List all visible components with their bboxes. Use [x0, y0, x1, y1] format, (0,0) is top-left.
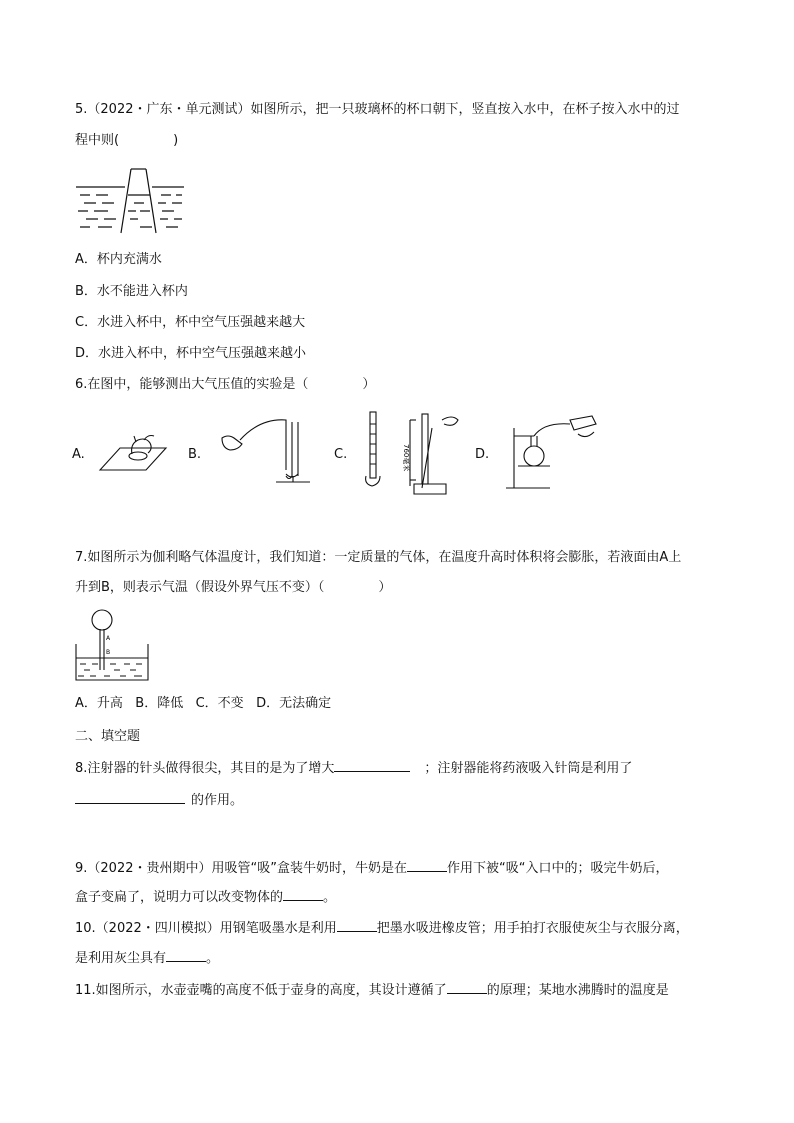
svg-text:760毫米	[402, 444, 411, 471]
q6-option-a-label: A.	[72, 447, 85, 462]
q11-text-b: 的原理；某地水沸腾时的温度是	[486, 983, 669, 998]
q5-option-a	[75, 250, 162, 270]
q9-line2	[75, 887, 336, 908]
q6-option-b-label: B.	[188, 447, 202, 462]
q9-blank-2[interactable]	[283, 887, 323, 901]
q6-fig-a-suction-cup	[98, 428, 170, 474]
q8-blank-1[interactable]	[334, 758, 410, 772]
q10-text-b: 把墨水吸进橡皮管；用手拍打衣服使灰尘与衣服分离，	[376, 921, 689, 936]
q8-line1	[75, 758, 632, 779]
q10-line2	[75, 948, 219, 969]
q7-stem-text: 7.如图所示为伽利略气体温度计，我们知道：一定质量的气体，在温度升高时体积将会膨胀，若液面由A上	[75, 550, 682, 565]
section-title-fill-in	[75, 727, 140, 747]
q9-text-b: 作用下被“吸“入口中的；吸完牛奶后，	[446, 861, 669, 876]
q9-text-c: 盒子变扁了，说明力可以改变物体的	[75, 890, 284, 905]
q7-label-b: B	[106, 649, 111, 656]
q7-stem-line1	[75, 548, 681, 568]
q11-blank-1[interactable]	[447, 980, 487, 994]
q6-stem	[75, 375, 375, 395]
q6-option-c-label: C.	[334, 447, 348, 462]
q8-text-c: 的作用。	[191, 793, 244, 808]
q5-stem-text: 5.（2022・广东・单元测试）如图所示，把一只玻璃杯的杯口朝下，竖直按入水中，在杯子按入水中的过	[75, 102, 680, 117]
q5-paren-close: )	[173, 133, 179, 148]
q5-glass-figure	[76, 165, 186, 237]
q6-paren-close: ）	[362, 377, 376, 392]
q10-blank-2[interactable]	[166, 948, 206, 962]
q6-fig-c-height-label: 760毫米	[402, 444, 410, 472]
q5-stem-line1	[75, 100, 680, 120]
q9-line1	[75, 858, 668, 879]
section-title-text: 二、填空题	[75, 729, 141, 744]
q7-stem-line2	[75, 578, 391, 598]
q7-thermometer-figure	[74, 608, 154, 684]
q7-options-text: A．升高 B．降低 C．不变 D．无法确定	[75, 696, 332, 711]
q5-option-c-text: C．水进入杯中，杯中空气压强越来越大	[75, 315, 306, 330]
q6-stem-text: 6.在图中，能够测出大气压值的实验是（	[75, 377, 309, 392]
q7-label-a: A	[106, 635, 111, 642]
q8-text-a: 8.注射器的针头做得很尖，其目的是为了增大	[75, 761, 335, 776]
q7-stem-text2: 升到B，则表示气温（假设外界气压不变）（	[75, 580, 325, 595]
q9-text-a: 9.（2022・贵州期中）用吸管“吸”盒装牛奶时，牛奶是在	[75, 861, 407, 876]
q10-line1	[75, 918, 689, 939]
q5-option-b	[75, 282, 188, 302]
q6-option-d-label: D.	[475, 447, 490, 462]
svg-text:A	[106, 635, 111, 642]
q6-fig-d-flask	[504, 414, 604, 496]
q7-options	[75, 694, 331, 714]
q5-option-a-text: A．杯内充满水	[75, 252, 162, 267]
q8-text-b: ；注射器能将药液吸入针筒是利用了	[424, 761, 633, 776]
q10-text-d: 。	[206, 951, 220, 966]
q5-option-c	[75, 313, 305, 333]
q10-text-a: 10.（2022・四川模拟）用钢笔吸墨水是利用	[75, 921, 337, 936]
q8-blank-2[interactable]	[75, 790, 185, 804]
q6-fig-b-u-tube	[218, 418, 314, 490]
q11-text-a: 11.如图所示，水壶壶嘴的高度不低于壶身的高度，其设计遵循了	[75, 983, 447, 998]
q10-blank-1[interactable]	[337, 918, 377, 932]
q10-text-c: 是利用灰尘具有	[75, 951, 167, 966]
q8-line2	[75, 790, 243, 811]
q5-option-b-text: B．水不能进入杯内	[75, 284, 188, 299]
q5-stem-text2: 程中则(	[75, 133, 120, 148]
q6-fig-c-torricelli	[362, 410, 462, 498]
svg-text:B	[106, 649, 110, 656]
q9-blank-1[interactable]	[407, 858, 447, 872]
q7-paren-close: ）	[378, 580, 392, 595]
q9-text-d: 。	[323, 890, 337, 905]
q5-option-d-text: D．水进入杯中，杯中空气压强越来越小	[75, 346, 307, 361]
q5-option-d	[75, 344, 306, 364]
q11-line1	[75, 980, 669, 1001]
q5-stem-line2	[75, 131, 178, 151]
